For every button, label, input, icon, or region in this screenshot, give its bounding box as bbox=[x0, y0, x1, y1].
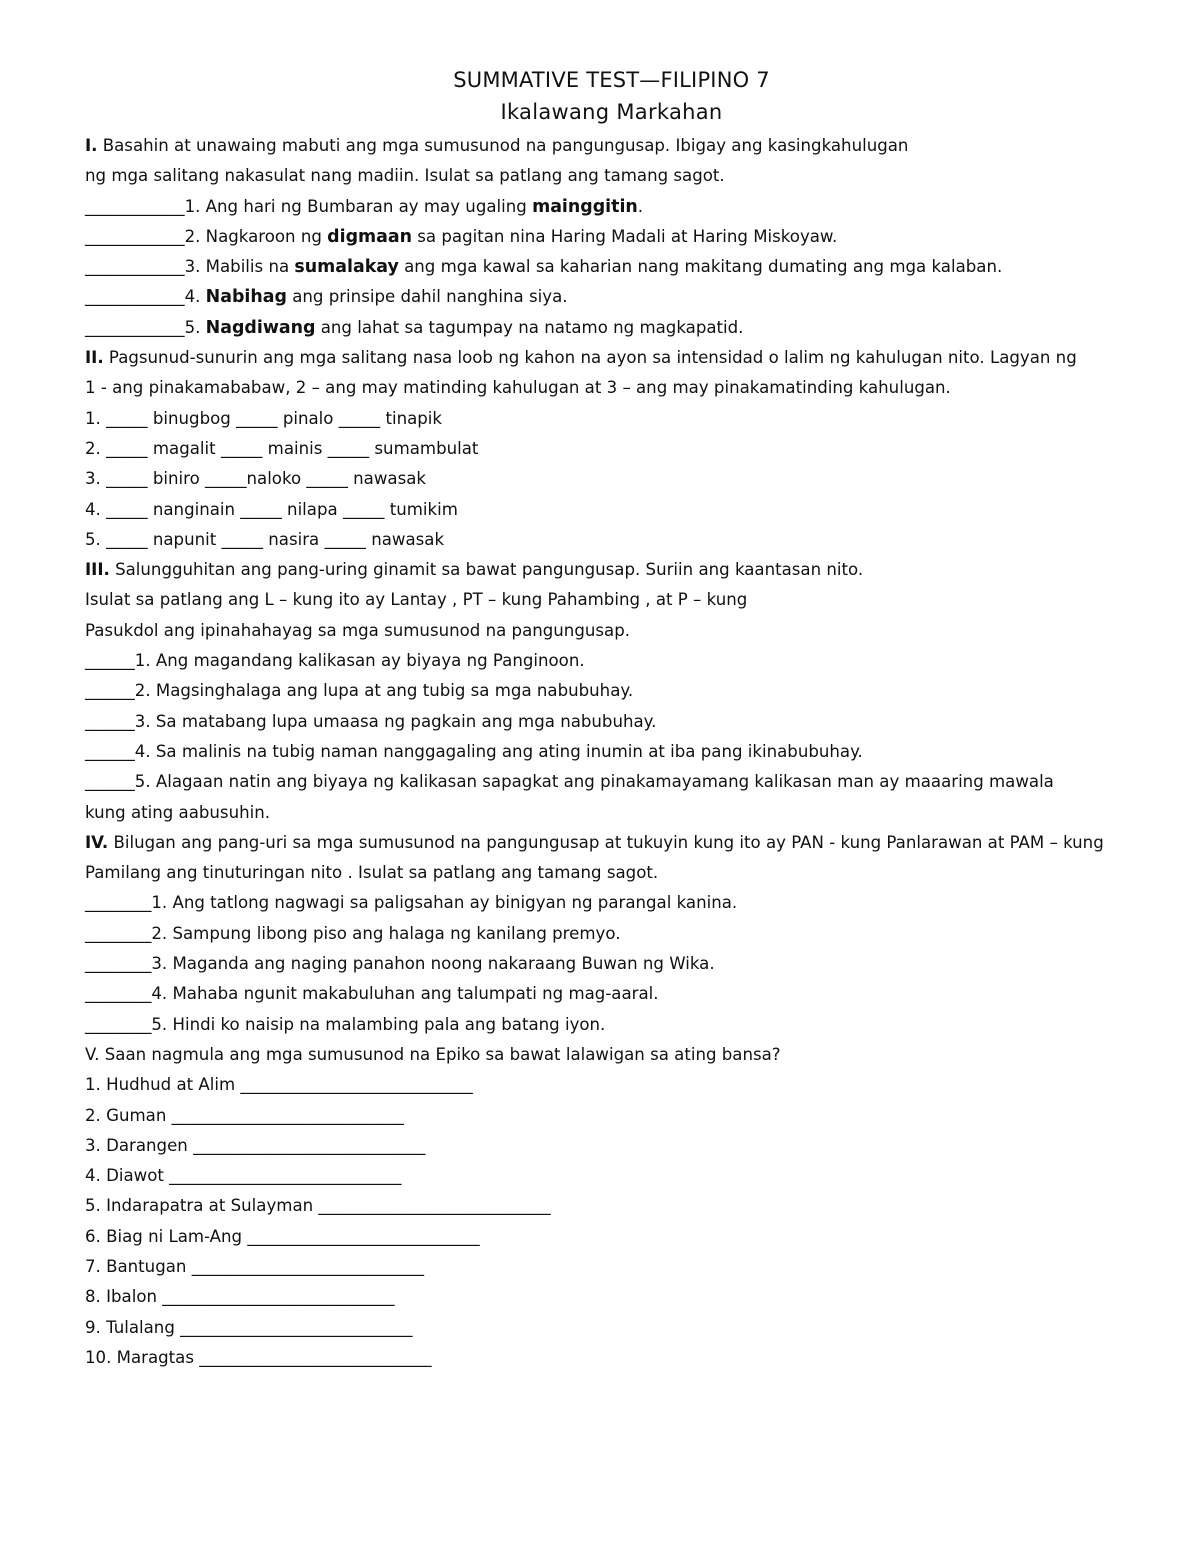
section-3-instruction bbox=[85, 555, 1165, 585]
keyword: Nabihag bbox=[205, 287, 287, 308]
worksheet-body bbox=[85, 131, 1165, 1373]
section-4-instr-line-1: Bilugan ang pang-uri sa mga sumusunod na pangungusap at tukuyin kung ito ay PAN - kung Panlarawan at PAM – kung bbox=[108, 832, 1104, 852]
section-4-item: ________1. Ang tatlong nagwagi sa paligsahan ay binigyan ng parangal kanina. bbox=[85, 893, 738, 913]
page-title: SUMMATIVE TEST—FILIPINO 7 bbox=[453, 68, 770, 92]
section-3-item: ______4. Sa malinis na tubig naman nanggagaling ang ating inumin at iba pang ikinabubuhay. bbox=[85, 741, 863, 761]
section-1-instruction bbox=[85, 131, 1165, 161]
section-4-number: IV. bbox=[85, 832, 109, 852]
section-4-instr-line-2: Pamilang ang tinuturingan nito . Isulat sa patlang ang tamang sagot. bbox=[85, 863, 659, 883]
item-text: ____________5. bbox=[85, 317, 206, 337]
item-text: ____________2. Nagkaroon ng bbox=[85, 226, 328, 246]
section-1-instr-line-1: Basahin at unawaing mabuti ang mga sumusunod na pangungusap. Ibigay ang kasingkahulugan bbox=[97, 136, 909, 155]
item-text: sa pagitan nina Haring Madali at Haring Miskoyaw. bbox=[412, 226, 838, 246]
keyword: digmaan bbox=[327, 226, 412, 247]
section-1-instr-line-2: ng mga salitang nakasulat nang madiin. Isulat sa patlang ang tamang sagot. bbox=[85, 166, 725, 186]
keyword: mainggitin bbox=[532, 196, 638, 217]
section-3-item: ______1. Ang magandang kalikasan ay biyaya ng Panginoon. bbox=[85, 651, 585, 671]
section-1-item bbox=[85, 222, 1165, 252]
section-3-item: ______2. Magsinghalaga ang lupa at ang tubig sa mga nabubuhay. bbox=[85, 681, 634, 701]
section-5-item: 3. Darangen ____________________________ bbox=[85, 1135, 426, 1155]
section-2-item: 4. _____ nanginain _____ nilapa _____ tumikim bbox=[85, 499, 458, 519]
section-2-item: 2. _____ magalit _____ mainis _____ sumambulat bbox=[85, 438, 479, 458]
section-4-item: ________3. Maganda ang naging panahon noong nakaraang Buwan ng Wika. bbox=[85, 954, 715, 974]
section-1-item bbox=[85, 282, 1165, 312]
section-4-item: ________4. Mahaba ngunit makabuluhan ang talumpati ng mag-aaral. bbox=[85, 984, 659, 1004]
keyword: Nagdiwang bbox=[205, 317, 316, 338]
section-3-item-continuation: kung ating aabusuhin. bbox=[85, 802, 271, 822]
section-1-number: I. bbox=[85, 136, 98, 155]
section-2-number: II. bbox=[85, 348, 104, 368]
item-text: . bbox=[637, 196, 644, 216]
section-2-instr-line-1: Pagsunud-sunurin ang mga salitang nasa loob ng kahon na ayon sa intensidad o lalim ng kahulugan nito. Lagyan ng bbox=[103, 348, 1077, 368]
item-text: ang mga kawal sa kaharian nang makitang dumating ang mga kalaban. bbox=[398, 257, 1003, 277]
item-text: ____________1. Ang hari ng Bumbaran ay may ugaling bbox=[85, 196, 533, 216]
section-5-item: 4. Diawot ____________________________ bbox=[85, 1166, 402, 1186]
section-2-item: 5. _____ napunit _____ nasira _____ nawasak bbox=[85, 529, 445, 549]
section-2-instr-line-2: 1 - ang pinakamababaw, 2 – ang may matinding kahulugan at 3 – ang may pinakamatinding kahulugan. bbox=[85, 378, 951, 398]
section-5-item: 8. Ibalon ____________________________ bbox=[85, 1287, 395, 1307]
section-3-number: III. bbox=[85, 560, 110, 580]
section-1-item bbox=[85, 192, 1165, 222]
section-4-item: ________2. Sampung libong piso ang halaga ng kanilang premyo. bbox=[85, 923, 621, 943]
section-5-item: 7. Bantugan ____________________________ bbox=[85, 1256, 425, 1276]
section-5-item: 9. Tulalang ____________________________ bbox=[85, 1317, 413, 1337]
section-4-instruction bbox=[85, 828, 1165, 858]
item-text: ____________4. bbox=[85, 287, 206, 307]
section-4-item: ________5. Hindi ko naisip na malambing pala ang batang iyon. bbox=[85, 1014, 606, 1034]
section-5-instruction: V. Saan nagmula ang mga sumusunod na Epiko sa bawat lalawigan sa ating bansa? bbox=[85, 1044, 781, 1064]
section-2-instruction bbox=[85, 343, 1165, 373]
section-3-item: ______3. Sa matabang lupa umaasa ng pagkain ang mga nabubuhay. bbox=[85, 711, 657, 731]
item-text: ang prinsipe dahil nanghina siya. bbox=[286, 287, 568, 307]
section-5-item: 6. Biag ni Lam-Ang ____________________________ bbox=[85, 1226, 480, 1246]
section-3-instr-line-1: Salungguhitan ang pang-uring ginamit sa bawat pangungusap. Suriin ang kaantasan nito. bbox=[109, 560, 864, 580]
keyword: sumalakay bbox=[294, 257, 399, 278]
item-text: ang lahat sa tagumpay na natamo ng magkapatid. bbox=[315, 317, 744, 337]
section-3-instr-line-2: Isulat sa patlang ang L – kung ito ay Lantay , PT – kung Pahambing , at P – kung bbox=[85, 590, 748, 610]
section-1-item bbox=[85, 252, 1165, 282]
section-2-item: 1. _____ binugbog _____ pinalo _____ tinapik bbox=[85, 408, 443, 428]
section-3-item: ______5. Alagaan natin ang biyaya ng kalikasan sapagkat ang pinakamayamang kalikasan man ay maaaring mawala bbox=[85, 772, 1054, 792]
item-text: ____________3. Mabilis na bbox=[85, 257, 295, 277]
section-2-item: 3. _____ biniro _____naloko _____ nawasak bbox=[85, 469, 427, 489]
section-3-instr-line-3: Pasukdol ang ipinahahayag sa mga sumusunod na pangungusap. bbox=[85, 620, 631, 640]
page-subtitle: Ikalawang Markahan bbox=[500, 100, 723, 124]
section-5-item: 5. Indarapatra at Sulayman ____________________________ bbox=[85, 1196, 551, 1216]
section-5-item: 2. Guman ____________________________ bbox=[85, 1105, 404, 1125]
section-5-item: 1. Hudhud at Alim ____________________________ bbox=[85, 1075, 473, 1095]
section-5-item: 10. Maragtas ____________________________ bbox=[85, 1347, 432, 1367]
section-1-item bbox=[85, 313, 1165, 343]
